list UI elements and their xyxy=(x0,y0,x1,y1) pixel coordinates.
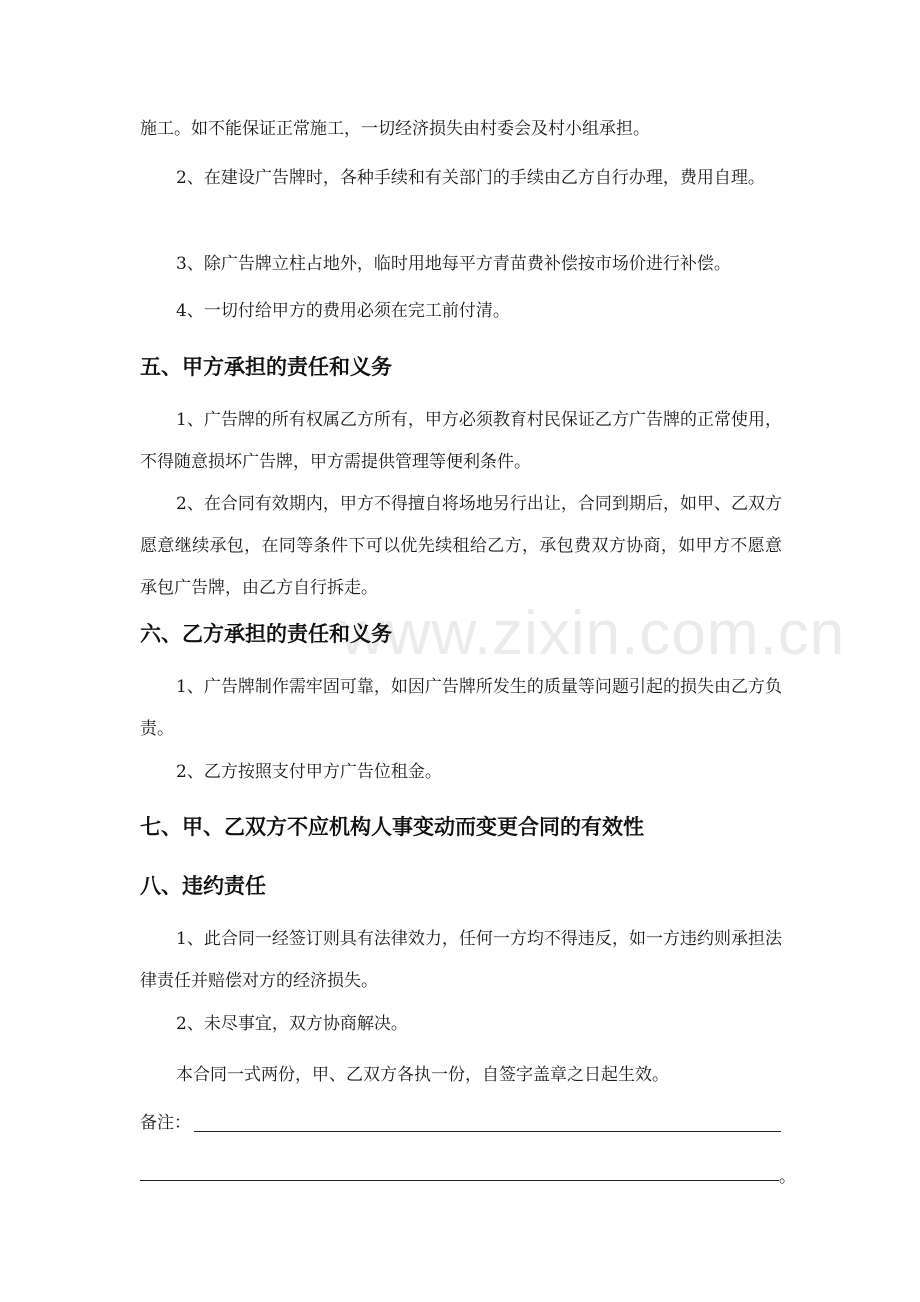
paragraph-section-5-item-1: 1、广告牌的所有权属乙方所有，甲方必须教育村民保证乙方广告牌的正常使用，不得随意损坏广告牌，甲方需提供管理等便利条件。 xyxy=(140,410,782,472)
paragraph-item-3: 3、除广告牌立柱占地外，临时用地每平方青苗费补偿按市场价进行补偿。 xyxy=(176,254,731,274)
paragraph-item-4: 4、一切付给甲方的费用必须在完工前付清。 xyxy=(176,301,510,321)
heading-section-6: 六、乙方承担的责任和义务 xyxy=(140,622,392,646)
paragraph-section-5-item-2: 2、在合同有效期内，甲方不得擅自将场地另行出让，合同到期后，如甲、乙双方愿意继续承包，在同等条件下可以优先续租给乙方，承包费双方协商，如甲方不愿意承包广告牌，由乙方自行拆走。 xyxy=(140,494,782,598)
paragraph-section-8-item-1: 1、此合同一经签订则具有法律效力，任何一方均不得违反，如一方违约则承担法律责任并赔偿对方的经济损失。 xyxy=(140,929,782,991)
heading-section-8: 八、违约责任 xyxy=(140,874,266,898)
watermark: www.zixin.com.cn xyxy=(340,599,846,668)
paragraph-item-2: 2、在建设广告牌时，各种手续和有关部门的手续由乙方自行办理，费用自理。 xyxy=(176,168,765,188)
paragraph-construction: 施工。如不能保证正常施工，一切经济损失由村委会及村小组承担。 xyxy=(140,119,650,139)
paragraph-section-6-item-2: 2、乙方按照支付甲方广告位租金。 xyxy=(176,762,442,782)
note-label: 备注： xyxy=(140,1113,191,1133)
paragraph-closing: 本合同一式两份，甲、乙双方各执一份，自签字盖章之日起生效。 xyxy=(176,1065,669,1085)
note-line-2 xyxy=(140,1180,779,1181)
paragraph-section-8-item-2: 2、未尽事宜，双方协商解决。 xyxy=(176,1014,408,1034)
heading-section-5: 五、甲方承担的责任和义务 xyxy=(140,355,392,379)
note-line-1 xyxy=(194,1131,781,1132)
heading-section-7: 七、甲、乙双方不应机构人事变动而变更合同的有效性 xyxy=(140,815,644,839)
note-end-mark: 。 xyxy=(779,1167,796,1187)
paragraph-section-6-item-1: 1、广告牌制作需牢固可靠，如因广告牌所发生的质量等问题引起的损失由乙方负责。 xyxy=(140,677,782,739)
